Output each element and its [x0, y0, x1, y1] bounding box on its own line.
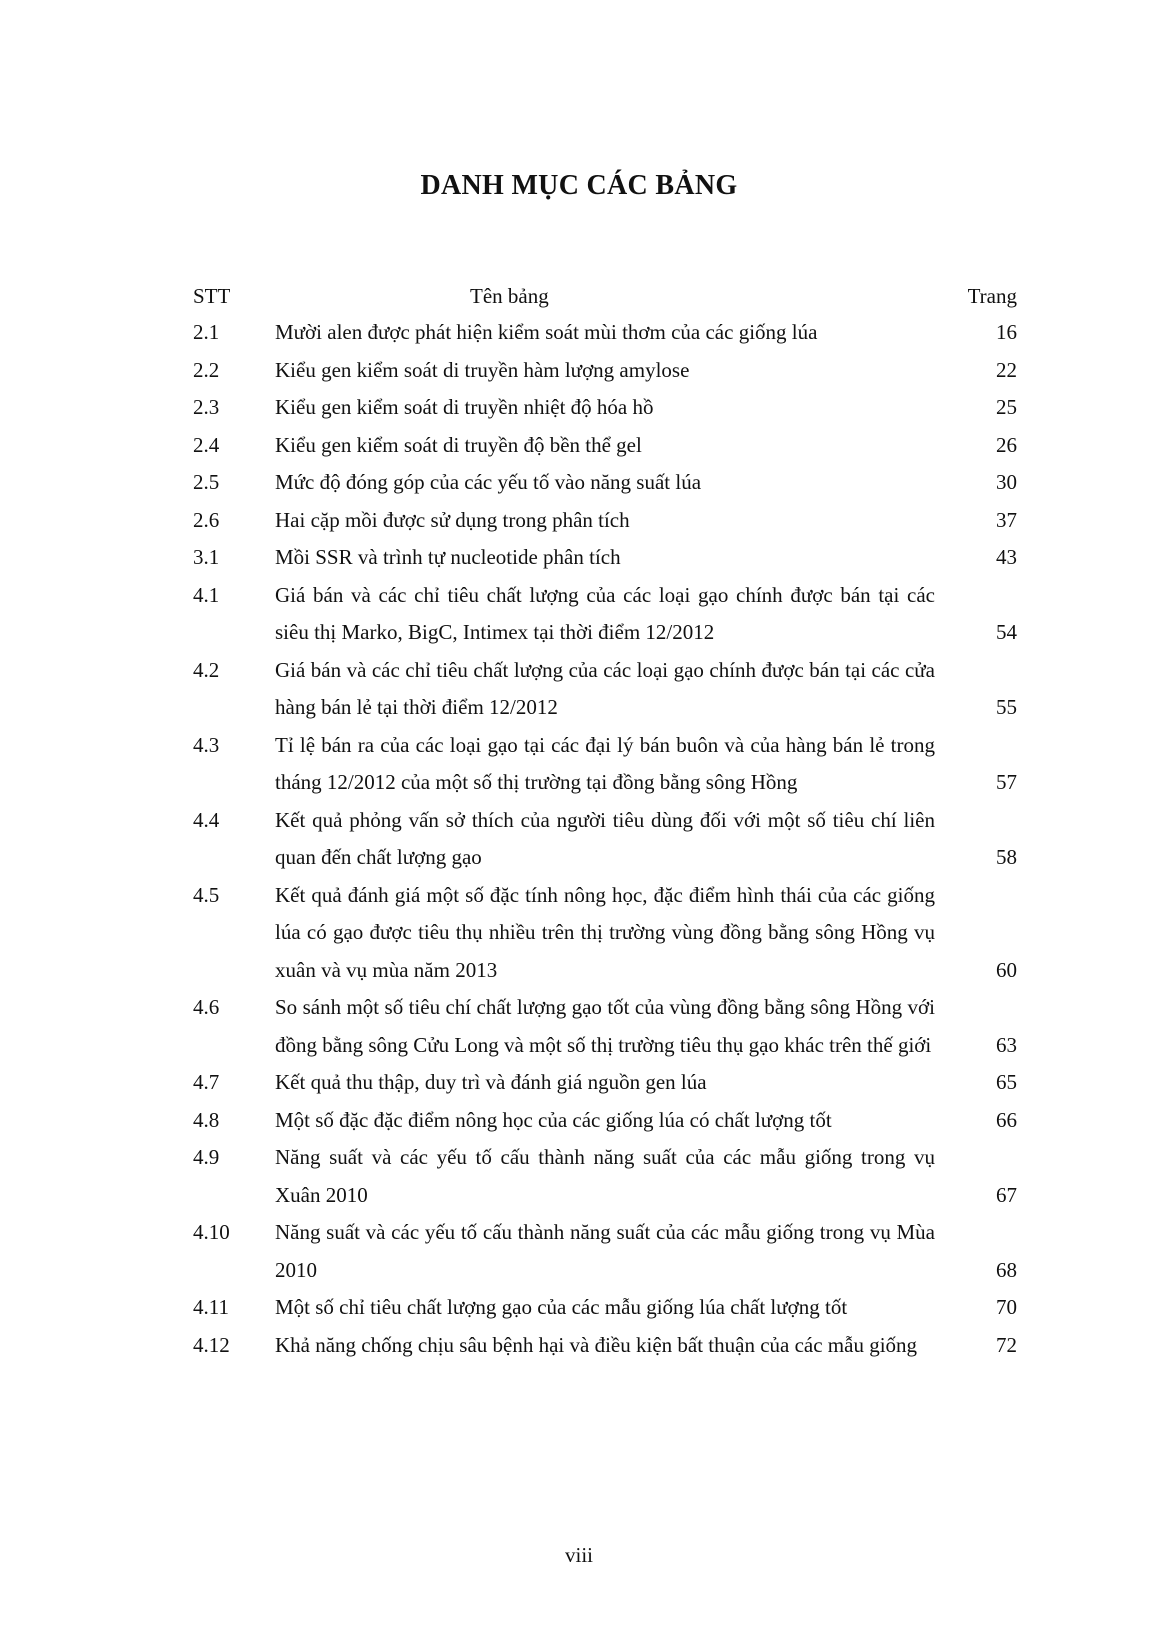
table-row [193, 802, 1017, 877]
row-title: Một số đặc đặc điểm nông học của các giống lúa có chất lượng tốt [275, 1107, 832, 1132]
row-title: Kết quả thu thập, duy trì và đánh giá nguồn gen lúa [275, 1070, 707, 1094]
table-row [193, 652, 1017, 727]
row-number: 2.5 [193, 470, 220, 494]
table-row [193, 727, 1017, 802]
table-row [193, 352, 1017, 390]
page-number: viii [564, 1543, 593, 1567]
row-number: 4.7 [193, 1070, 220, 1094]
row-page: 67 [996, 1182, 1017, 1207]
row-page: 26 [996, 432, 1017, 457]
row-number: 4.11 [193, 1295, 229, 1319]
table-row [193, 502, 1017, 540]
table-row [193, 1064, 1017, 1102]
table-row [193, 877, 1017, 990]
table-row [193, 577, 1017, 652]
table-row [193, 1289, 1017, 1327]
table-row [193, 314, 1017, 352]
table-row [193, 427, 1017, 465]
row-page: 72 [996, 1332, 1017, 1357]
row-page: 70 [996, 1295, 1017, 1319]
row-title: Khả năng chống chịu sâu bệnh hại và điều kiện bất thuận của các mẫu giống [275, 1332, 918, 1357]
row-page: 68 [996, 1257, 1017, 1282]
table-row [193, 1102, 1017, 1140]
row-number: 3.1 [193, 545, 220, 569]
row-number: 4.5 [193, 882, 220, 907]
row-number: 4.8 [193, 1107, 220, 1132]
row-title: Kết quả đánh giá một số đặc tính nông học, đặc điểm hình thái của các giống lúa có gạo được tiêu thụ nhiều trên thị trường vùng đồng bằng sông Hồng vụ xuân và vụ mùa năm 2013 [275, 882, 935, 982]
table-row [193, 464, 1017, 502]
row-page: 16 [996, 320, 1017, 344]
row-number: 4.6 [193, 995, 220, 1019]
row-number: 2.4 [193, 432, 220, 457]
row-page: 37 [996, 507, 1017, 532]
row-number: 2.6 [193, 507, 220, 532]
table-row [193, 1139, 1017, 1214]
row-number: 2.3 [193, 395, 220, 419]
row-title: Kết quả phỏng vấn sở thích của người tiêu dùng đối với một số tiêu chí liên quan đến chất lượng gạo [275, 807, 935, 869]
row-title: So sánh một số tiêu chí chất lượng gạo tốt của vùng đồng bằng sông Hồng với đồng bằng sông Cửu Long và một số thị trường tiêu thụ gạo khác trên thế giới [275, 995, 935, 1057]
row-title: Giá bán và các chỉ tiêu chất lượng của các loại gạo chính được bán tại các cửa hàng bán lẻ tại thời điểm 12/2012 [275, 657, 935, 719]
row-number: 2.1 [193, 320, 220, 344]
row-page: 55 [996, 695, 1017, 719]
table-list-header [193, 278, 1017, 314]
row-page: 22 [996, 357, 1017, 382]
row-number: 4.3 [193, 732, 220, 757]
row-title: Giá bán và các chỉ tiêu chất lượng của các loại gạo chính được bán tại các siêu thị Marko, BigC, Intimex tại thời điểm 12/2012 [275, 582, 935, 644]
row-title: Kiểu gen kiểm soát di truyền hàm lượng amylose [275, 357, 690, 382]
row-title: Hai cặp mồi được sử dụng trong phân tích [275, 507, 630, 532]
row-page: 66 [996, 1107, 1017, 1132]
row-page: 60 [996, 957, 1017, 982]
row-page: 43 [996, 545, 1017, 569]
row-title: Mười alen được phát hiện kiểm soát mùi thơm của các giống lúa [275, 320, 818, 344]
table-row [193, 389, 1017, 427]
table-list [193, 278, 1017, 1364]
row-title: Một số chỉ tiêu chất lượng gạo của các mẫu giống lúa chất lượng tốt [275, 1295, 848, 1319]
header-name: Tên bảng [470, 284, 549, 308]
row-number: 4.10 [193, 1220, 230, 1244]
row-page: 54 [996, 620, 1017, 644]
row-title: Mức độ đóng góp của các yếu tố vào năng suất lúa [275, 470, 702, 494]
row-number: 4.2 [193, 657, 220, 682]
row-title: Tỉ lệ bán ra của các loại gạo tại các đại lý bán buôn và của hàng bán lẻ trong tháng 12/2012 của một số thị trường tại đồng bằng sông Hồng [275, 732, 935, 794]
row-title: Kiểu gen kiểm soát di truyền độ bền thể gel [275, 432, 642, 457]
row-page: 65 [996, 1070, 1017, 1094]
table-list-rows [193, 314, 1017, 1364]
row-title: Năng suất và các yếu tố cấu thành năng suất của các mẫu giống trong vụ Mùa 2010 [275, 1220, 935, 1282]
header-stt: STT [193, 284, 231, 308]
row-title: Năng suất và các yếu tố cấu thành năng suất của các mẫu giống trong vụ Xuân 2010 [275, 1145, 935, 1207]
row-number: 2.2 [193, 357, 220, 382]
row-number: 4.12 [193, 1332, 230, 1357]
row-page: 63 [996, 1032, 1017, 1057]
row-page: 25 [996, 395, 1017, 419]
row-page: 58 [996, 845, 1017, 869]
page-title: DANH MỤC CÁC BẢNG [420, 170, 738, 201]
table-row [193, 539, 1017, 577]
header-page: Trang [967, 284, 1017, 308]
row-number: 4.4 [193, 807, 220, 832]
row-title: Kiểu gen kiểm soát di truyền nhiệt độ hóa hồ [275, 395, 654, 419]
row-page: 30 [996, 470, 1017, 494]
row-title: Mồi SSR và trình tự nucleotide phân tích [275, 545, 621, 569]
table-row [193, 1214, 1017, 1289]
row-number: 4.9 [193, 1145, 220, 1169]
table-row [193, 989, 1017, 1064]
row-page: 57 [996, 770, 1017, 794]
row-number: 4.1 [193, 582, 220, 607]
table-row [193, 1327, 1017, 1365]
